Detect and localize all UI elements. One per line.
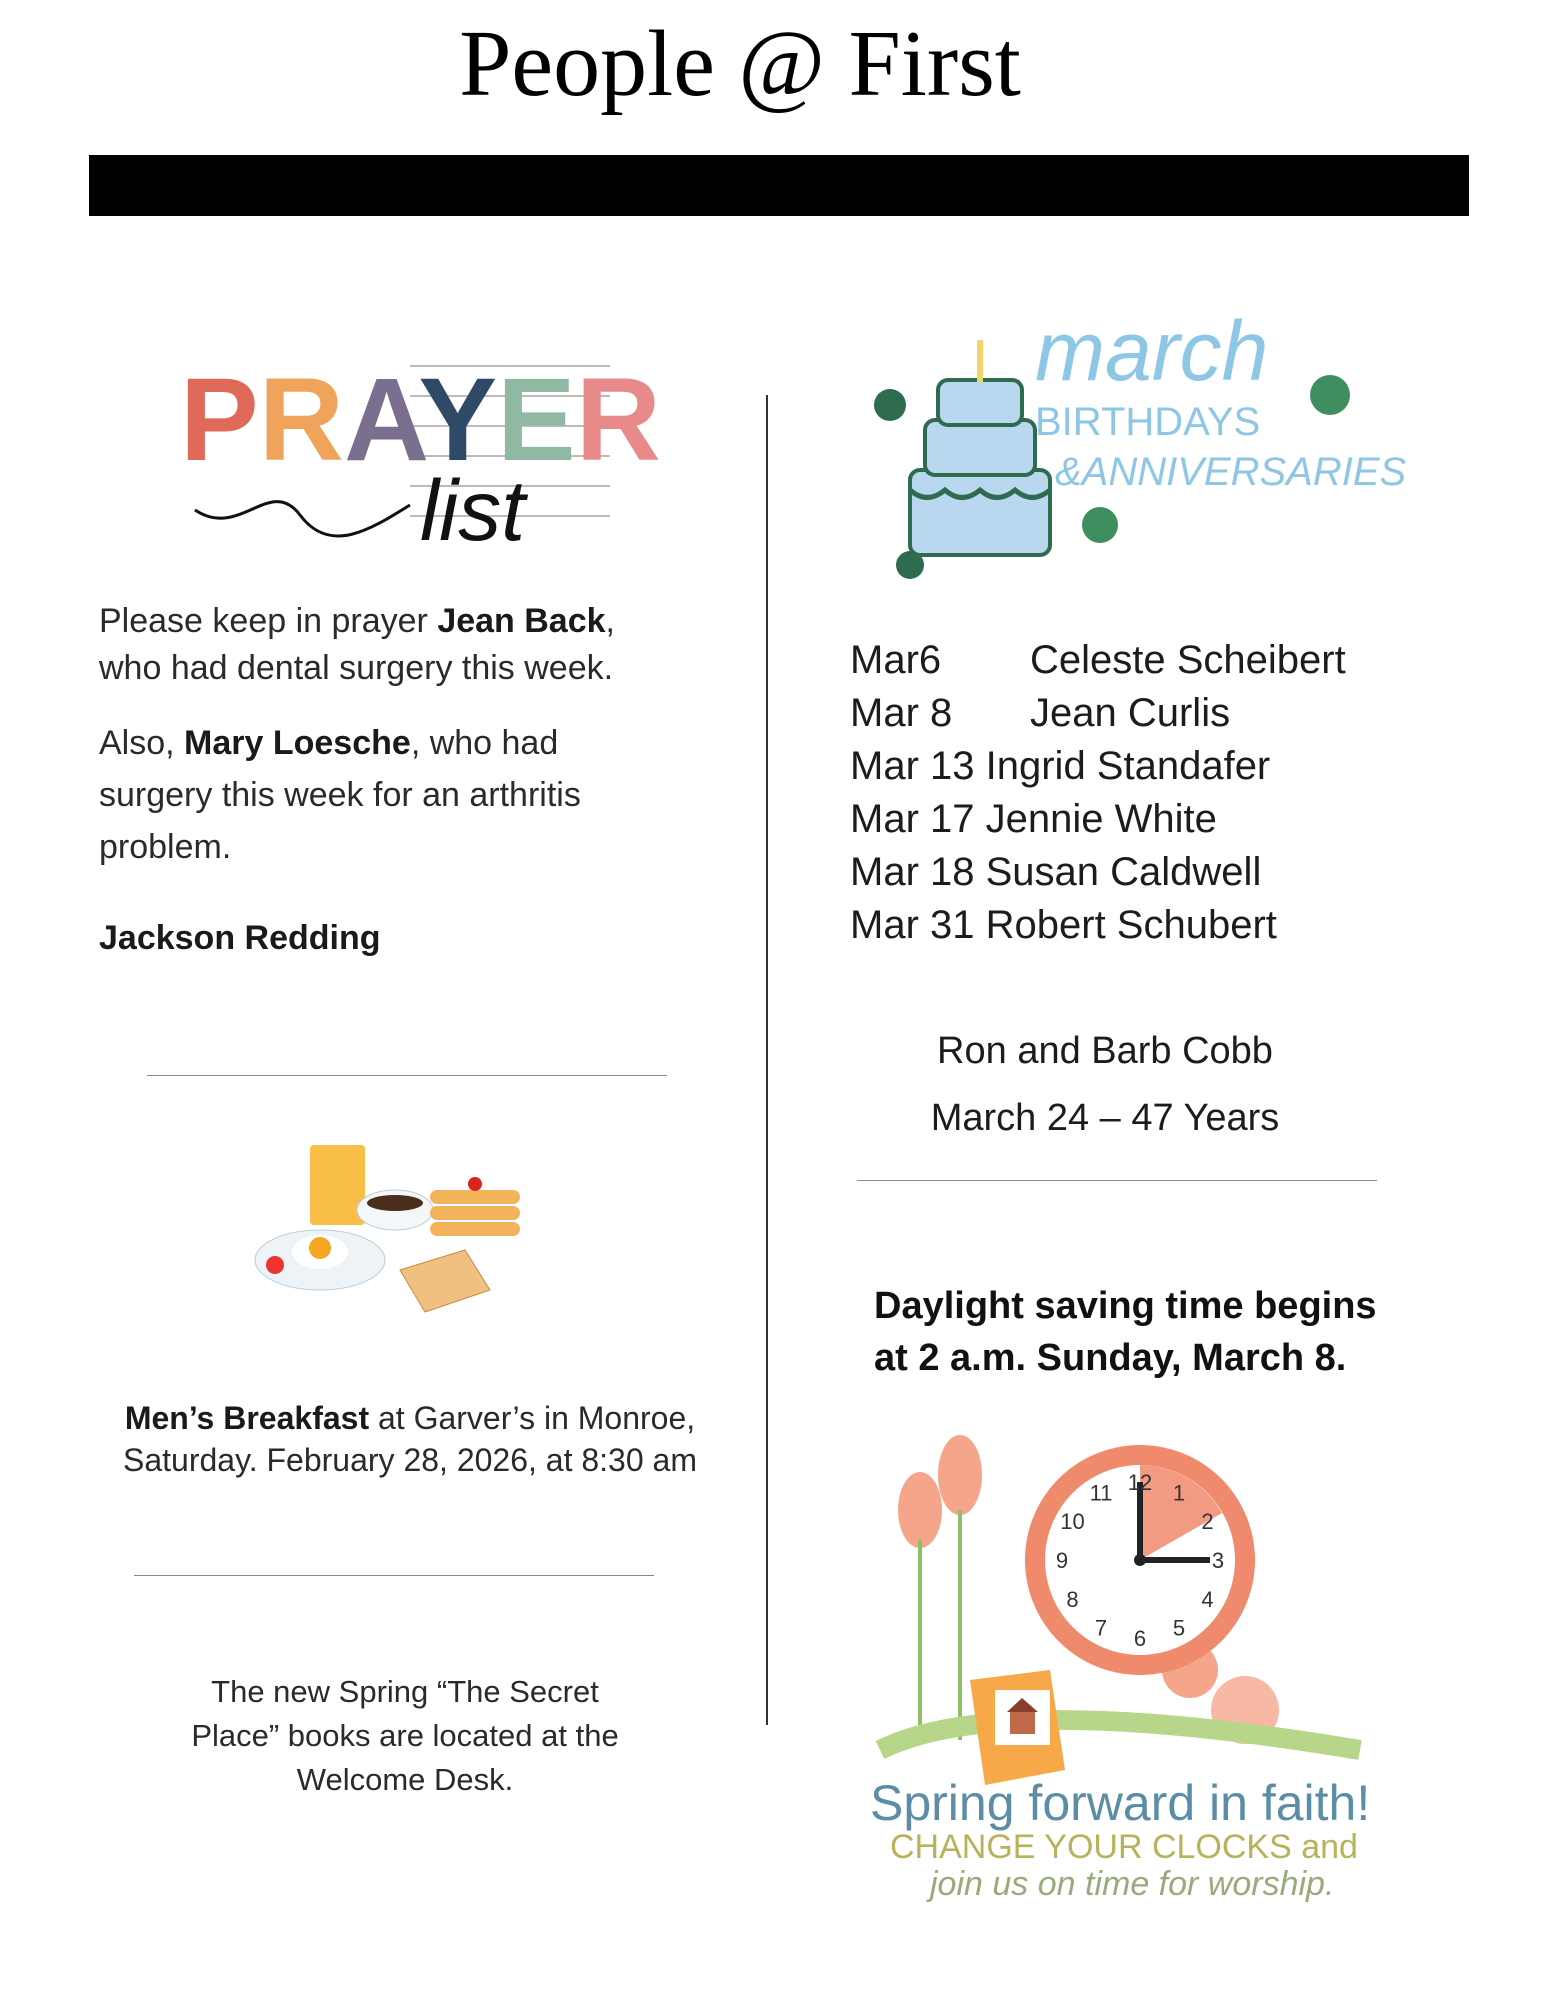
anniversary-names: Ron and Barb Cobb — [937, 1030, 1273, 1072]
birthday-row — [850, 740, 1410, 793]
clock-number: 4 — [1201, 1587, 1214, 1612]
prayer-text: , who had — [410, 724, 559, 762]
books-text: The new Spring “The Secret — [211, 1674, 599, 1709]
logo-letter-a: A — [343, 354, 419, 486]
separator — [134, 1575, 654, 1576]
clock-number: 10 — [1060, 1509, 1085, 1534]
logo-march-word: march — [1035, 304, 1269, 398]
toast — [400, 1250, 490, 1312]
coffee — [367, 1195, 423, 1211]
birthday-row — [850, 846, 1410, 899]
clock-number: 2 — [1201, 1509, 1214, 1534]
birthday-date: Mar 17 — [850, 797, 975, 841]
birthday-row — [850, 634, 1410, 687]
logo-swirl — [195, 502, 410, 536]
anniversary-detail: March 24 – 47 Years — [930, 1097, 1280, 1139]
prayer-text: surgery this week for an arthritis — [99, 776, 581, 814]
birthday-name: Jennie White — [985, 797, 1217, 841]
breakfast-text: at Garver’s in Monroe, — [369, 1400, 696, 1436]
spring-forward-graphic — [850, 1440, 1430, 1930]
birthday-name: Ingrid Standafer — [985, 744, 1271, 788]
birthday-row — [850, 793, 1410, 846]
header-bar — [89, 155, 1469, 216]
prayer-text: Also, — [99, 724, 185, 762]
cake-icon — [910, 340, 1050, 555]
logo-anniversaries-word: &ANNIVERSARIES — [1055, 450, 1407, 494]
logo-list-script: list — [420, 463, 526, 559]
birthday-list — [850, 634, 1410, 952]
calendar-church-icon — [970, 1670, 1065, 1785]
clock-number: 7 — [1094, 1615, 1108, 1641]
prayer-item-3 — [99, 915, 381, 962]
clover-icon — [874, 389, 906, 421]
pancake — [430, 1190, 520, 1204]
birthday-date: Mar 18 — [850, 850, 975, 894]
birthday-date: Mar 8 — [850, 691, 953, 735]
clock-number: 6 — [1133, 1626, 1147, 1651]
clock-number: 1 — [1172, 1480, 1186, 1506]
logo-letter-p: P — [180, 354, 259, 486]
prayer-text: who had dental surgery this week. — [99, 649, 614, 687]
birthday-row — [850, 687, 1410, 740]
birthday-name: Celeste Scheibert — [1030, 638, 1346, 682]
birthday-name: Susan Caldwell — [985, 850, 1262, 894]
prayer-name: Mary Loesche — [184, 724, 411, 762]
prayer-item-1 — [99, 598, 699, 692]
anniversary — [855, 1018, 1355, 1152]
tomato — [266, 1256, 284, 1274]
birthday-row — [850, 899, 1410, 952]
clock-number: 11 — [1089, 1480, 1113, 1506]
clover-icon — [1310, 375, 1350, 415]
march-birthdays-logo — [850, 304, 1407, 590]
dst-announcement — [874, 1280, 1434, 1384]
logo-letter-y: Y — [418, 354, 498, 486]
birthday-date: Mar 13 — [850, 744, 975, 788]
spring-headline: Spring forward in faith! — [870, 1775, 1371, 1831]
logo-letter-r2: R — [575, 354, 661, 486]
books-text: Welcome Desk. — [296, 1762, 514, 1797]
clock-number: 9 — [1055, 1548, 1069, 1573]
prayer-list-logo — [180, 354, 661, 559]
spring-line-2: CHANGE YOUR CLOCKS and — [890, 1828, 1358, 1866]
birthday-name: Jean Curlis — [1030, 691, 1231, 735]
spring-line-3: join us on time for worship. — [930, 1865, 1335, 1903]
pancake — [430, 1206, 520, 1220]
breakfast-illustration — [250, 1140, 540, 1325]
logo-letter-e: E — [497, 354, 576, 486]
prayer-name: Jean Back — [437, 602, 606, 640]
logo-letter-r: R — [258, 354, 344, 486]
clock-icon — [1025, 1445, 1255, 1675]
birthday-name: Robert Schubert — [985, 903, 1277, 947]
clock-number: 12 — [1127, 1470, 1153, 1495]
separator — [147, 1075, 667, 1076]
birthday-date: Mar6 — [850, 638, 942, 682]
clock-number: 8 — [1066, 1587, 1079, 1612]
logo-birthdays-word: BIRTHDAYS — [1035, 400, 1261, 444]
clock-number: 3 — [1211, 1548, 1225, 1573]
prayer-text: Please keep in prayer — [99, 602, 438, 640]
column-divider — [766, 395, 768, 1725]
pancake — [430, 1222, 520, 1236]
page-title: People @ First — [459, 12, 1021, 116]
juice-glass — [310, 1145, 365, 1225]
prayer-name: Jackson Redding — [99, 919, 381, 957]
dst-line: at 2 a.m. Sunday, March 8. — [874, 1337, 1347, 1379]
breakfast-announcement — [95, 1397, 725, 1481]
prayer-text: , — [605, 602, 615, 640]
books-text: Place” books are located at the — [191, 1718, 619, 1753]
dst-line: Daylight saving time begins — [874, 1285, 1377, 1327]
berry — [468, 1177, 482, 1191]
prayer-item-2 — [99, 717, 699, 873]
prayer-text: problem. — [99, 828, 232, 866]
breakfast-title: Men’s Breakfast — [124, 1400, 370, 1436]
books-announcement — [110, 1670, 700, 1802]
separator — [857, 1180, 1377, 1181]
egg-yolk — [309, 1237, 331, 1259]
clock-number: 5 — [1172, 1615, 1186, 1641]
clover-icon — [896, 551, 924, 579]
breakfast-text: Saturday. February 28, 2026, at 8:30 am — [123, 1442, 697, 1478]
clover-icon — [1082, 507, 1118, 543]
birthday-date: Mar 31 — [850, 903, 975, 947]
